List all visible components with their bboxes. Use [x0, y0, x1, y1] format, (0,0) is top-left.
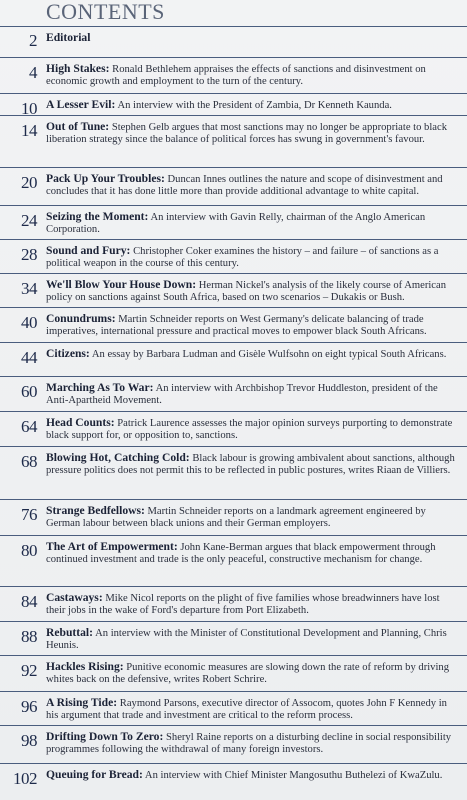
toc-entry-title: Head Counts:	[46, 416, 115, 429]
toc-page-number: 98	[21, 731, 37, 750]
toc-entry	[0, 764, 467, 800]
toc-entry	[0, 274, 467, 308]
toc-entry-text	[46, 382, 461, 406]
toc-entry-text	[46, 697, 461, 721]
toc-page-number: 20	[21, 173, 37, 192]
toc-entry-text	[46, 313, 461, 337]
toc-entry-title: Pack Up Your Troubles:	[46, 172, 165, 185]
toc-page-number: 24	[21, 211, 37, 230]
toc-entry-description: An interview with Chief Minister Mangosuthu Buthelezi of KwaZulu.	[144, 770, 443, 781]
toc-entry	[0, 447, 467, 500]
toc-entry-text	[46, 452, 461, 476]
toc-entry-title: Marching As To War:	[46, 381, 154, 394]
toc-page-number: 34	[21, 279, 37, 298]
toc-entry-title: A Lesser Evil:	[46, 98, 116, 111]
toc-entry	[0, 206, 467, 240]
toc-entry-title: We'll Blow Your House Down:	[46, 278, 197, 291]
toc-page-number: 64	[21, 417, 37, 436]
toc-entry-text	[46, 348, 461, 361]
toc-page-number: 76	[21, 505, 37, 524]
toc-entry-description: Patrick Laurence assesses the major opinion surveys purporting to demonstrate black support for, or opposition to, sanctions.	[46, 418, 453, 441]
toc-entry-text	[46, 211, 461, 235]
toc-entry-text	[46, 541, 461, 565]
toc-entry-description: Black labour is growing ambivalent about sanctions, although pressure politics does not permit this to be reflected in public postures, writes Riaan de Villiers.	[46, 453, 455, 476]
toc-entry	[0, 656, 467, 692]
toc-entry-title: Blowing Hot, Catching Cold:	[46, 451, 190, 464]
toc-entry	[0, 58, 467, 94]
toc-page-number: 102	[13, 769, 37, 788]
toc-page-number: 92	[21, 661, 37, 680]
toc-entry	[0, 500, 467, 536]
contents-heading: CONTENTS	[46, 0, 165, 24]
toc-entry-text	[46, 63, 461, 87]
toc-entry-title: High Stakes:	[46, 62, 110, 75]
toc-entry-description: An interview with Gavin Relly, chairman of the Anglo American Corporation.	[46, 212, 426, 235]
toc-entry	[0, 412, 467, 447]
toc-page-number: 28	[21, 245, 37, 264]
toc-entry-description: Punitive economic measures are slowing down the rate of reform by driving whites back on the defensive, writes Robert Schrire.	[46, 662, 450, 685]
toc-entry	[0, 26, 467, 58]
toc-page-number: 2	[29, 31, 37, 50]
toc-entry-description: An interview with the President of Zambia, Dr Kenneth Kaunda.	[117, 100, 392, 111]
toc-entry-title: Strange Bedfellows:	[46, 504, 145, 517]
toc-entry-text	[46, 121, 461, 145]
contents-header	[0, 0, 467, 27]
toc-page-number: 10	[21, 99, 37, 118]
toc-entry	[0, 587, 467, 622]
toc-page-number: 68	[21, 452, 37, 471]
toc-entry-description: Martin Schneider reports on a landmark agreement engineered by German labour between black unions and their German employers.	[46, 506, 426, 529]
toc-page-number: 44	[21, 348, 37, 367]
toc-entry-text	[46, 245, 461, 269]
toc-entry	[0, 622, 467, 656]
toc-page-number: 84	[21, 592, 37, 611]
contents-list	[0, 26, 467, 800]
toc-entry-text	[46, 731, 461, 755]
toc-entry	[0, 343, 467, 377]
toc-entry	[0, 726, 467, 764]
toc-entry-title: Sound and Fury:	[46, 244, 131, 257]
toc-entry-text	[46, 32, 461, 45]
toc-entry-description: John Kane-Berman argues that black empowerment through continued investment and trade is the only peaceful, constructive mechanism for change.	[46, 542, 436, 565]
toc-entry-description: Sheryl Raine reports on a disturbing decline in social responsibility programmes following the withdrawal of many foreign investors.	[46, 732, 452, 755]
toc-entry-text	[46, 279, 461, 303]
toc-page-number: 96	[21, 697, 37, 716]
toc-entry	[0, 692, 467, 726]
toc-page-number: 40	[21, 313, 37, 332]
toc-entry-description: Stephen Gelb argues that most sanctions may no longer be appropriate to black liberation strategy since the balance of political forces has swung in government's favour.	[46, 122, 448, 145]
toc-entry-description: An interview with the Minister of Constitutional Development and Planning, Chris Heunis.	[46, 628, 447, 651]
toc-page-number: 4	[29, 63, 37, 82]
toc-entry	[0, 240, 467, 274]
toc-entry	[0, 377, 467, 412]
toc-entry-title: The Art of Empowerment:	[46, 540, 178, 553]
toc-entry-title: A Rising Tide:	[46, 696, 118, 709]
toc-entry-text	[46, 99, 461, 112]
toc-page-number: 14	[21, 121, 37, 140]
toc-entry-text	[46, 592, 461, 616]
toc-entry	[0, 116, 467, 168]
toc-entry-text	[46, 505, 461, 529]
toc-entry-description: Raymond Parsons, executive director of Assocom, quotes John F Kennedy in his argument that trade and investment are critical to the reform process.	[46, 698, 447, 721]
toc-entry-text	[46, 417, 461, 441]
toc-entry-title: Drifting Down To Zero:	[46, 730, 164, 743]
toc-entry-title: Queuing for Bread:	[46, 768, 143, 781]
toc-entry-description: Mike Nicol reports on the plight of five families whose breadwinners have lost their jobs in the wake of Ford's departure from Port Elizabeth.	[46, 593, 440, 616]
toc-entry-title: Seizing the Moment:	[46, 210, 149, 223]
toc-page-number: 60	[21, 382, 37, 401]
toc-entry-text	[46, 661, 461, 685]
toc-entry-text	[46, 173, 461, 197]
toc-entry-title: Hackles Rising:	[46, 660, 124, 673]
toc-entry-description: Herman Nickel's analysis of the likely course of American policy on sanctions against South Africa, based on two scenarios – Dukakis or Bush.	[46, 280, 447, 303]
toc-entry-title: Out of Tune:	[46, 120, 110, 133]
toc-entry-title: Conundrums:	[46, 312, 116, 325]
toc-entry-description: Christopher Coker examines the history – and failure – of sanctions as a political weapon in the course of this century.	[46, 246, 439, 269]
toc-entry-title: Castaways:	[46, 591, 103, 604]
toc-entry	[0, 536, 467, 587]
toc-entry	[0, 94, 467, 116]
toc-page-number: 80	[21, 541, 37, 560]
toc-page-number: 88	[21, 627, 37, 646]
toc-entry-title: Citizens:	[46, 347, 90, 360]
toc-entry-title: Rebuttal:	[46, 626, 94, 639]
toc-entry-description: Ronald Bethlehem appraises the effects of sanctions and disinvestment on economic growth and employment to the turn of the century.	[46, 64, 426, 87]
toc-entry	[0, 308, 467, 343]
toc-entry-text	[46, 769, 461, 782]
toc-entry-description: An interview with Archbishop Trevor Huddleston, president of the Anti-Apartheid Movement.	[46, 383, 438, 406]
toc-entry-text	[46, 627, 461, 651]
toc-entry-description: Martin Schneider reports on West Germany's delicate balancing of trade imperatives, international pressure and practical moves to empower black South Africans.	[46, 314, 427, 337]
toc-entry-title: Editorial	[46, 31, 91, 44]
toc-entry	[0, 168, 467, 206]
toc-entry-description: An essay by Barbara Ludman and Gisèle Wulfsohn on eight typical South Africans.	[91, 349, 447, 360]
toc-entry-description: Duncan Innes outlines the nature and scope of disinvestment and concludes that it has done little more than provide additional advantage to white capital.	[46, 174, 443, 197]
